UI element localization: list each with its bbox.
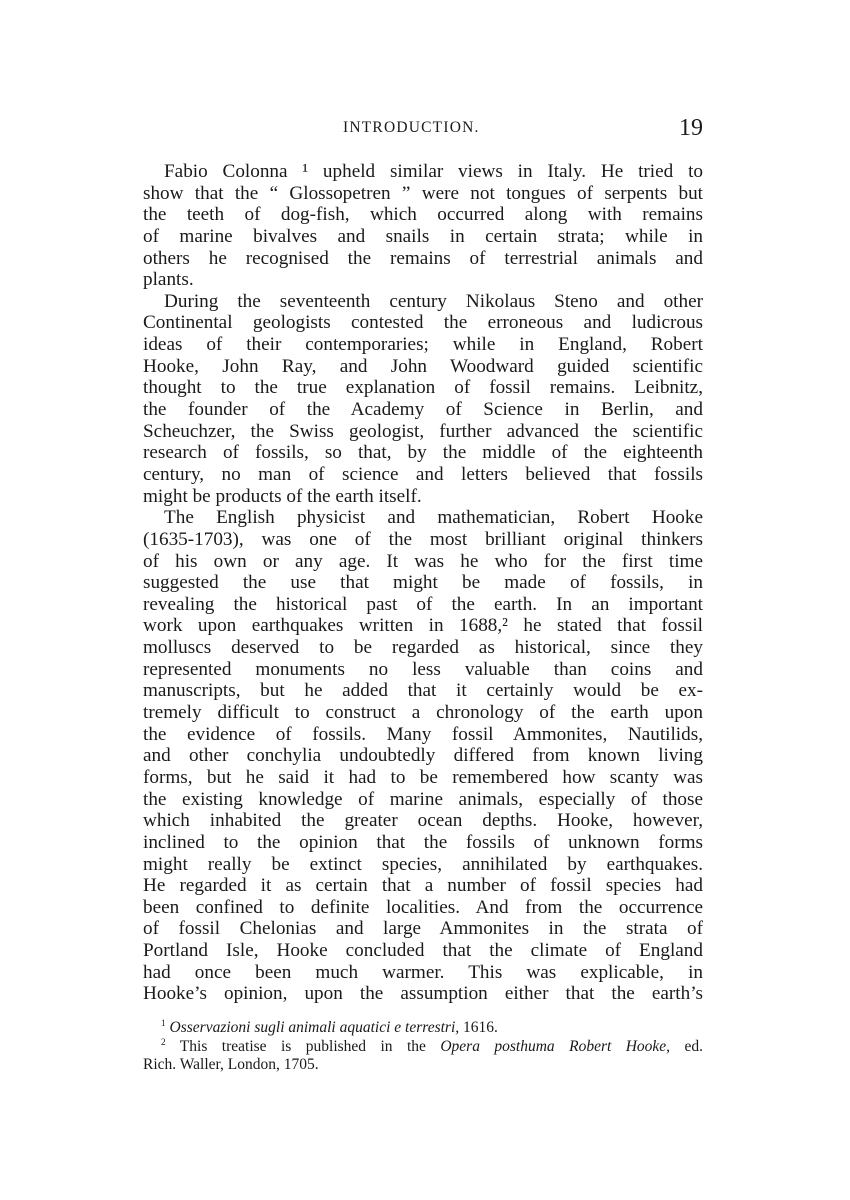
running-title: INTRODUCTION.	[343, 119, 480, 136]
text-line: plants.	[143, 269, 194, 291]
text-line: forms, but he said it had to be remembered how scanty was	[143, 766, 703, 788]
text-line: might be products of the earth itself.	[143, 485, 422, 507]
text-line: century, no man of science and letters believed that fossils	[143, 463, 703, 485]
text-line: the evidence of fossils. Many fossil Ammonites, Nautilids,	[143, 723, 703, 745]
text-line: The English physicist and mathematician, Robert Hooke	[164, 507, 703, 529]
text-line: and other conchylia undoubtedly differed from known living	[143, 745, 703, 767]
footnote-mark: 2	[161, 1037, 166, 1048]
text-line: thought to the true explanation of fossil remains. Leibnitz,	[143, 377, 703, 399]
text-line: During the seventeenth century Nikolaus Steno and other	[164, 290, 703, 312]
footnote-text: 1616.	[459, 1019, 498, 1036]
text-line: the existing knowledge of marine animals, especially of those	[143, 788, 703, 810]
footnote-2-continued: Rich. Waller, London, 1705.	[143, 1056, 319, 1073]
text-line: revealing the historical past of the earth. In an important	[143, 593, 703, 615]
text-line: Portland Isle, Hooke concluded that the climate of England	[143, 940, 703, 962]
text-line: suggested the use that might be made of fossils, in	[143, 572, 703, 594]
text-line: which inhabited the greater ocean depths. Hooke, however,	[143, 810, 703, 832]
text-line: inclined to the opinion that the fossils of unknown forms	[143, 831, 703, 853]
text-line: might really be extinct species, annihilated by earthquakes.	[143, 853, 703, 875]
text-line: manuscripts, but he added that it certainly would be ex-	[143, 680, 703, 702]
text-line: tremely difficult to construct a chronology of the earth upon	[143, 702, 703, 724]
text-line: of fossil Chelonias and large Ammonites in the strata of	[143, 918, 703, 940]
footnote-text: This treatise is published in the	[165, 1037, 441, 1055]
text-line: ideas of their contemporaries; while in England, Robert	[143, 334, 703, 356]
footnote-1	[143, 1019, 703, 1038]
text-line: Fabio Colonna ¹ upheld similar views in Italy. He tried to	[164, 161, 703, 182]
text-line: the founder of the Academy of Science in Berlin, and	[143, 399, 703, 421]
text-line: the teeth of dog-fish, which occurred along with remains	[143, 204, 703, 226]
text-line: show that the “ Glossopetren ” were not tongues of serpents but	[143, 182, 703, 204]
footnotes	[143, 1019, 703, 1075]
text-line: of marine bivalves and snails in certain strata; while in	[143, 225, 703, 247]
text-line: Scheuchzer, the Swiss geologist, further advanced the scientific	[143, 420, 703, 442]
text-line: represented monuments no less valuable than coins and	[143, 658, 703, 680]
text-line: had once been much warmer. This was explicable, in	[143, 961, 703, 983]
page-number: 19	[679, 115, 703, 141]
running-head	[143, 115, 703, 143]
text-line: Hooke’s opinion, upon the assumption either that the earth’s	[143, 983, 703, 1005]
text-line: work upon earthquakes written in 1688,² he stated that fossil	[143, 615, 703, 637]
footnote-text: ed.	[670, 1037, 704, 1055]
text-line: molluscs deserved to be regarded as historical, since they	[143, 637, 703, 659]
text-line: others he recognised the remains of terrestrial animals and	[143, 247, 703, 269]
footnote-mark: 1	[161, 1018, 166, 1029]
text-line: Continental geologists contested the erroneous and ludicrous	[143, 312, 703, 334]
text-line: research of fossils, so that, by the middle of the eighteenth	[143, 442, 703, 464]
text-line: of his own or any age. It was he who for the first time	[143, 550, 703, 572]
text-line: been confined to definite localities. And from the occurrence	[143, 896, 703, 918]
body-text	[143, 161, 703, 1005]
footnote-title: Osservazioni sugli animali aquatici e terrestri,	[169, 1019, 460, 1036]
footnote-2	[143, 1038, 703, 1057]
footnote-title: Opera posthuma Robert Hooke,	[440, 1037, 671, 1055]
text-line: (1635-1703), was one of the most brilliant original thinkers	[143, 528, 703, 550]
text-line: He regarded it as certain that a number of fossil species had	[143, 875, 703, 897]
text-line: Hooke, John Ray, and John Woodward guided scientific	[143, 355, 703, 377]
